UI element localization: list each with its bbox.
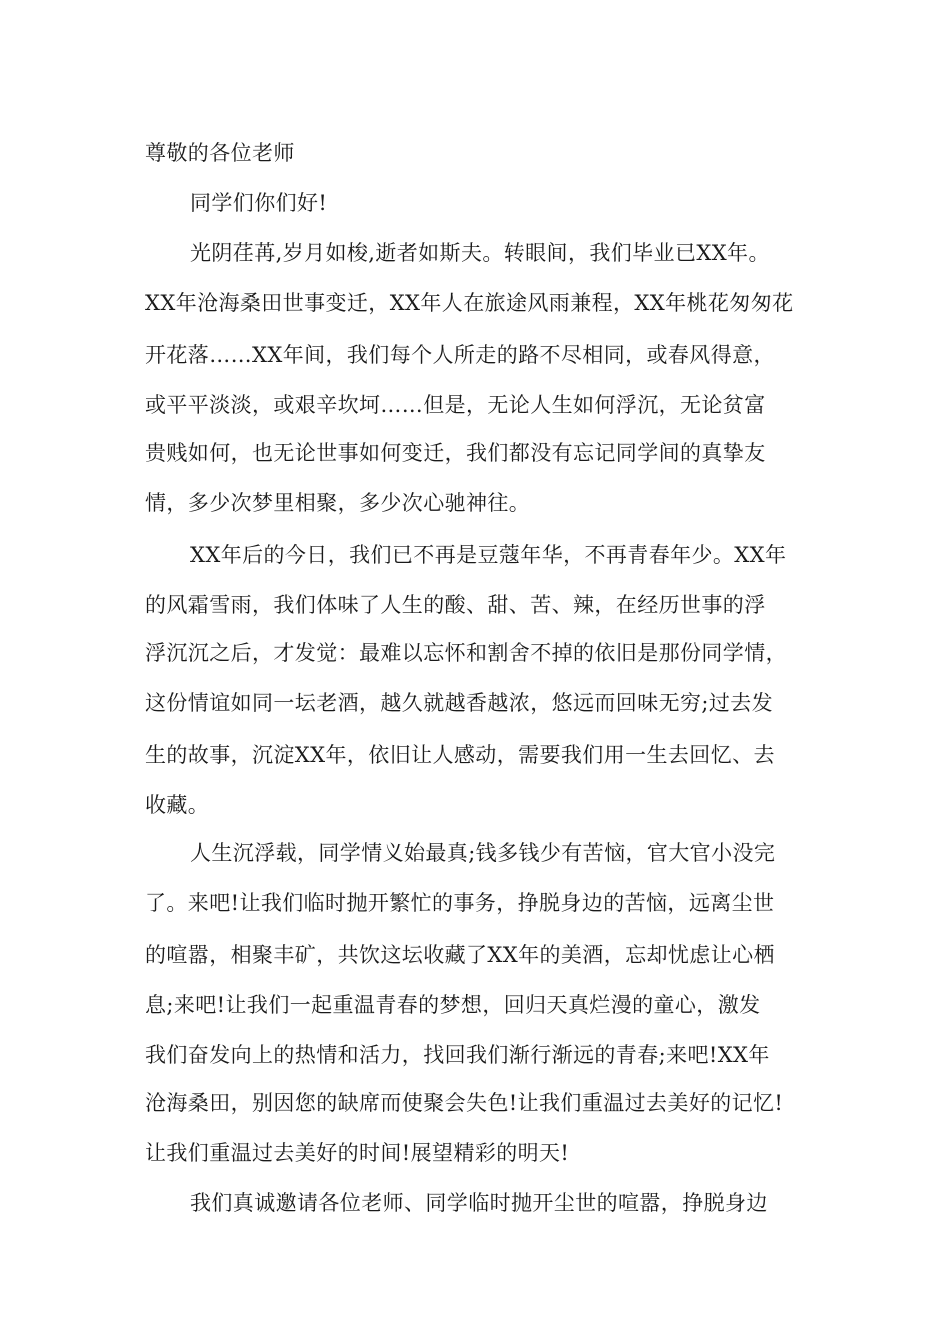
paragraph-2-line-3: 浮沉沉之后，才发觉：最难以忘怀和割舍不掉的依旧是那份同学情， <box>145 641 787 665</box>
paragraph-2-line-4: 这份情谊如同一坛老酒，越久就越香越浓，悠远而回味无穷;过去发 <box>145 691 774 715</box>
paragraph-1-line-6: 情，多少次梦里相聚，多少次心驰神往。 <box>145 491 531 515</box>
paragraph-3-line-7: 让我们重温过去美好的时间!展望精彩的明天! <box>145 1141 570 1165</box>
paragraph-3-line-4: 息;来吧!让我们一起重温青春的梦想，回归天真烂漫的童心，激发 <box>145 993 761 1017</box>
paragraph-1-line-3: 开花落……XX年间，我们每个人所走的路不尽相同，或春风得意， <box>145 343 775 367</box>
paragraph-4-line-1: 我们真诚邀请各位老师、同学临时抛开尘世的喧嚣，挣脱身边 <box>190 1191 768 1215</box>
paragraph-3-line-2: 了。来吧!让我们临时抛开繁忙的事务，挣脱身边的苦恼，远离尘世 <box>145 891 775 915</box>
paragraph-2-line-1: XX年后的今日，我们已不再是豆蔻年华，不再青春年少。XX年 <box>190 543 787 567</box>
paragraph-1-line-2: XX年沧海桑田世事变迁，XX年人在旅途风雨兼程，XX年桃花匆匆花 <box>145 291 794 315</box>
paragraph-3-line-3: 的喧嚣，相聚丰矿，共饮这坛收藏了XX年的美酒，忘却忧虑让心栖 <box>145 943 775 967</box>
paragraph-1-line-4: 或平平淡淡，或艰辛坎坷……但是，无论人生如何浮沉，无论贫富 <box>145 393 766 417</box>
salutation: 尊敬的各位老师 <box>145 141 295 165</box>
paragraph-1-line-1: 光阴荏苒,岁月如梭,逝者如斯夫。转眼间，我们毕业已XX年。 <box>190 241 770 265</box>
paragraph-2-line-6: 收藏。 <box>145 793 210 817</box>
paragraph-1-line-5: 贵贱如何，也无论世事如何变迁，我们都没有忘记同学间的真挚友 <box>145 441 766 465</box>
paragraph-2-line-2: 的风霜雪雨，我们体味了人生的酸、甜、苦、辣，在经历世事的浮 <box>145 593 766 617</box>
paragraph-3-line-5: 我们奋发向上的热情和活力，找回我们渐行渐远的青春;来吧!XX年 <box>145 1043 770 1067</box>
paragraph-3-line-1: 人生沉浮载，同学情义始最真;钱多钱少有苦恼，官大官小没完 <box>190 841 776 865</box>
paragraph-3-line-6: 沧海桑田，别因您的缺席而使聚会失色!让我们重温过去美好的记忆! <box>145 1091 784 1115</box>
paragraph-2-line-5: 生的故事，沉淀XX年，依旧让人感动，需要我们用一生去回忆、去 <box>145 743 775 767</box>
greeting: 同学们你们好! <box>190 191 328 215</box>
